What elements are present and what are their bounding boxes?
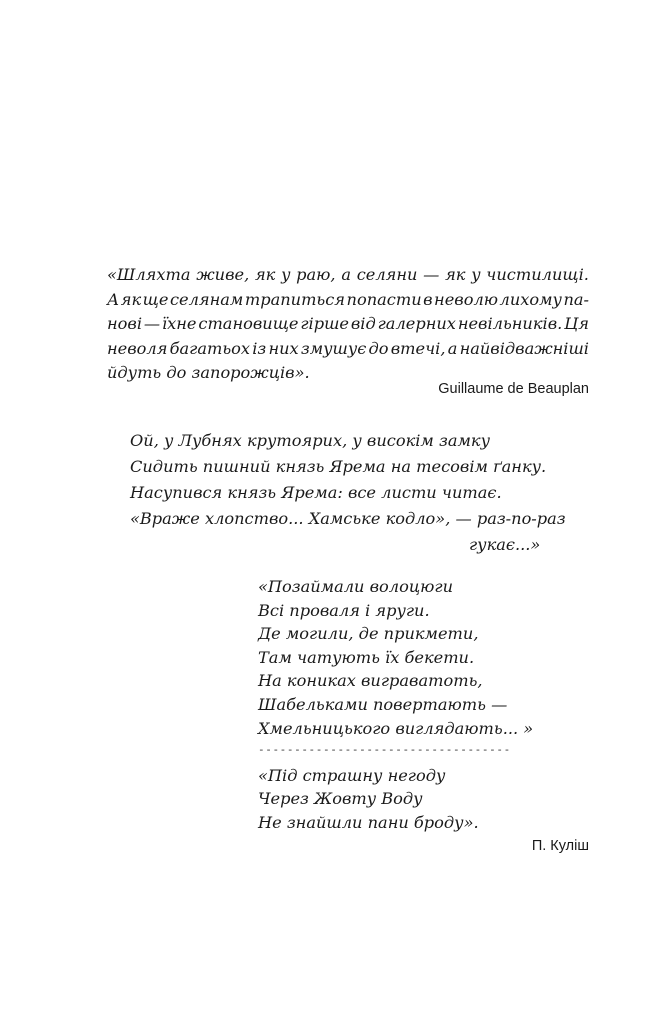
prose-word: із xyxy=(252,338,267,358)
prose-word: неволю xyxy=(434,289,499,309)
prose-word: а xyxy=(447,338,458,358)
prose-word: па- xyxy=(563,289,589,309)
verse-line: Сидить пишний князь Ярема на тесовім ґанку. xyxy=(130,457,547,476)
prose-word: багатьох xyxy=(169,338,251,358)
prose-word: від xyxy=(350,314,376,334)
prose-word: попасти xyxy=(346,289,422,309)
prose-word: гірше xyxy=(300,314,350,334)
prose-word: ще xyxy=(142,289,169,309)
verse-separator: ----------------------------------- xyxy=(258,743,511,757)
prose-word: становище xyxy=(198,314,299,334)
verse-line: «Позаймали волоцюги xyxy=(258,577,453,596)
prose-line xyxy=(107,312,589,337)
verse-line: «Враже хлопство... Хамське кодло», — раз-по-раз xyxy=(130,509,566,528)
prose-word: «Шляхта xyxy=(107,265,191,284)
verse-line: Ой, у Лубнях крутоярих, у високім замку xyxy=(130,431,490,450)
prose-word: неволя xyxy=(107,338,168,358)
prose-word: до xyxy=(368,338,389,358)
attribution-kulish: П. Куліш xyxy=(531,838,589,854)
prose-word: як xyxy=(445,265,466,284)
prose-word: невільників. xyxy=(457,314,563,334)
prose-word: трапиться xyxy=(244,289,346,309)
verse-line: Там чатують їх бекети. xyxy=(258,647,475,667)
prose-word: змушує xyxy=(300,338,367,358)
prose-word: лихому xyxy=(499,289,562,309)
verse-line-tail: гукає...» xyxy=(469,535,541,554)
prose-word: нові xyxy=(107,314,143,334)
prose-word: в xyxy=(423,289,433,309)
prose-word: живе, xyxy=(196,265,250,284)
epigraph-prose xyxy=(107,263,589,386)
verse-line: Хмельницького виглядають... » xyxy=(258,718,534,738)
attribution-beauplan: Guillaume de Beauplan xyxy=(438,381,589,397)
prose-word: втечі, xyxy=(390,338,446,358)
epigraph-verse-1 xyxy=(130,428,566,554)
prose-word: селянам xyxy=(169,289,244,309)
verse-line: Не знайшли пани броду». xyxy=(258,812,479,832)
prose-word: раю, xyxy=(296,265,336,284)
epigraph-verse-2 xyxy=(258,575,533,835)
prose-line: йдуть до запорожців». xyxy=(107,363,310,383)
prose-word: А xyxy=(107,289,120,309)
prose-word: у xyxy=(281,265,291,284)
prose-line xyxy=(107,288,589,313)
prose-word: як xyxy=(120,289,142,309)
prose-word: Ця xyxy=(564,314,589,334)
prose-word: чистилищі. xyxy=(486,265,589,284)
prose-word: — xyxy=(143,314,161,334)
verse-line: На кониках виграватоть, xyxy=(258,671,483,691)
prose-line xyxy=(107,263,589,288)
verse-line: Де могили, де прикмети, xyxy=(258,624,479,644)
prose-word: галерних xyxy=(377,314,456,334)
verse-line: Через Жовту Воду xyxy=(258,789,423,809)
prose-word: селяни xyxy=(356,265,418,284)
verse-line: Насупився князь Ярема: все листи читає. xyxy=(130,483,502,502)
prose-line xyxy=(107,337,589,362)
verse-line: Всі проваля і яруги. xyxy=(258,600,430,620)
prose-word: як xyxy=(254,265,276,284)
prose-word: — xyxy=(423,265,440,284)
verse-line: Шабельками повертають — xyxy=(258,694,508,714)
prose-word: них xyxy=(268,338,299,358)
prose-word: найвідважніші xyxy=(459,338,589,358)
prose-word: у xyxy=(471,265,481,284)
prose-word: а xyxy=(341,265,351,284)
verse-line: «Під страшну негоду xyxy=(258,765,446,785)
prose-word: їхне xyxy=(161,314,197,334)
